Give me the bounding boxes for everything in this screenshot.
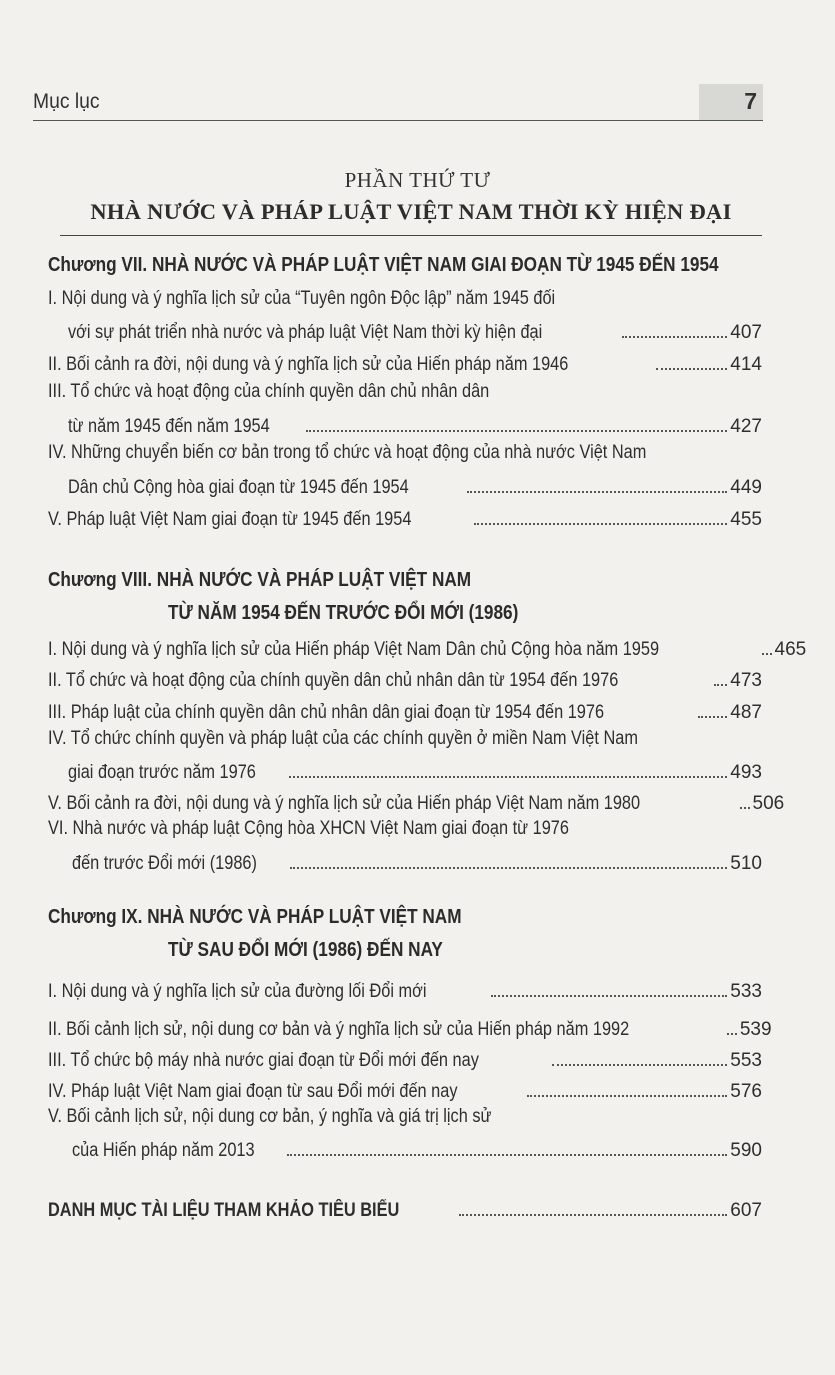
- toc-entry-label: giai đoạn trước năm 1976: [68, 762, 256, 783]
- toc-entry-label: V. Bối cảnh ra đời, nội dung và ý nghĩa lịch sử của Hiến pháp Việt Nam năm 1980: [48, 793, 641, 814]
- toc-entry-label: I. Nội dung và ý nghĩa lịch sử của đường lối Đổi mới: [48, 981, 427, 1002]
- leader-dots: [714, 684, 727, 686]
- leader-dots: [474, 523, 728, 525]
- toc-entry-label: II. Bối cảnh ra đời, nội dung và ý nghĩa lịch sử của Hiến pháp năm 1946: [48, 354, 569, 375]
- leader-dots: [762, 653, 772, 655]
- leader-dots: [467, 491, 727, 493]
- leader-dots: [727, 1033, 737, 1035]
- chapter-8-title-line2: TỪ NĂM 1954 ĐẾN TRƯỚC ĐỔI MỚI (1986): [168, 602, 519, 624]
- running-header: [33, 84, 763, 121]
- toc-page-number: 576: [730, 1081, 762, 1102]
- toc-entry-label: I. Nội dung và ý nghĩa lịch sử của Hiến pháp Việt Nam Dân chủ Cộng hòa năm 1959: [48, 639, 660, 660]
- toc-entry-bibliography[interactable]: [48, 1194, 762, 1222]
- toc-page-number: 590: [730, 1140, 762, 1161]
- leader-dots: [491, 995, 727, 997]
- toc-entry-8-5[interactable]: [48, 787, 785, 815]
- leader-dots: [552, 1064, 727, 1066]
- toc-entry-label: III. Tổ chức bộ máy nhà nước giai đoạn từ Đổi mới đến nay: [48, 1050, 479, 1071]
- toc-page-number: 487: [730, 702, 762, 723]
- toc-entry-9-4[interactable]: [48, 1075, 762, 1103]
- toc-entry-label: Dân chủ Cộng hòa giai đoạn từ 1945 đến 1954: [68, 477, 409, 498]
- leader-dots: [290, 867, 727, 869]
- toc-entry-8-6-line1: VI. Nhà nước và pháp luật Cộng hòa XHCN Việt Nam giai đoạn từ 1976: [48, 818, 569, 839]
- toc-page-number: 539: [739, 1019, 772, 1040]
- part-title-block: [60, 199, 762, 236]
- toc-entry-label: DANH MỤC TÀI LIỆU THAM KHẢO TIÊU BIỂU: [48, 1200, 400, 1221]
- toc-page-number: 427: [730, 416, 762, 437]
- part-label: PHẦN THỨ TƯ: [344, 168, 491, 192]
- toc-entry-label: với sự phát triển nhà nước và pháp luật Việt Nam thời kỳ hiện đại: [68, 322, 543, 343]
- toc-page-number: 607: [730, 1200, 762, 1221]
- toc-entry-9-5-line1: V. Bối cảnh lịch sử, nội dung cơ bản, ý nghĩa và giá trị lịch sử: [48, 1106, 492, 1127]
- toc-page-number: 493: [730, 762, 762, 783]
- toc-page-number: 473: [730, 670, 762, 691]
- toc-page-number: 553: [730, 1050, 762, 1071]
- leader-dots: [656, 368, 727, 370]
- toc-entry-9-3[interactable]: [48, 1044, 762, 1072]
- toc-entry-7-4[interactable]: [68, 471, 762, 499]
- toc-page-number: 455: [730, 509, 762, 530]
- leader-dots: [287, 1154, 727, 1156]
- header-page-number: 7: [744, 88, 757, 114]
- toc-entry-8-1[interactable]: [48, 633, 807, 661]
- chapter-7-title: Chương VII. NHÀ NƯỚC VÀ PHÁP LUẬT VIỆT NAM GIAI ĐOẠN TỪ 1945 ĐẾN 1954: [48, 254, 719, 276]
- toc-entry-9-5[interactable]: [72, 1134, 762, 1162]
- part-title: NHÀ NƯỚC VÀ PHÁP LUẬT VIỆT NAM THỜI KỲ HIỆN ĐẠI: [90, 199, 732, 224]
- toc-page-number: 506: [752, 793, 785, 814]
- leader-dots: [527, 1095, 727, 1097]
- toc-entry-8-2[interactable]: [48, 664, 762, 692]
- chapter-9-title-line2: TỪ SAU ĐỔI MỚI (1986) ĐẾN NAY: [168, 939, 443, 961]
- toc-entry-label: IV. Pháp luật Việt Nam giai đoạn từ sau Đổi mới đến nay: [48, 1081, 458, 1102]
- toc-page-number: 510: [730, 853, 762, 874]
- toc-page-number: 449: [730, 477, 762, 498]
- toc-page-number: 414: [730, 354, 762, 375]
- toc-entry-7-2[interactable]: [48, 348, 762, 376]
- toc-entry-label: III. Pháp luật của chính quyền dân chủ nhân dân giai đoạn từ 1954 đến 1976: [48, 702, 605, 723]
- leader-dots: [740, 807, 750, 809]
- leader-dots: [459, 1214, 727, 1216]
- toc-entry-8-4[interactable]: [68, 756, 762, 784]
- leader-dots: [306, 430, 728, 432]
- toc-entry-label: II. Bối cảnh lịch sử, nội dung cơ bản và ý nghĩa lịch sử của Hiến pháp năm 1992: [48, 1019, 630, 1040]
- toc-entry-7-4-line1: IV. Những chuyển biến cơ bản trong tổ chức và hoạt động của nhà nước Việt Nam: [48, 442, 647, 463]
- chapter-8-title-line1: Chương VIII. NHÀ NƯỚC VÀ PHÁP LUẬT VIỆT NAM: [48, 569, 472, 591]
- toc-entry-7-1[interactable]: [68, 316, 762, 344]
- header-title: Mục lục: [33, 90, 100, 113]
- toc-page-number: 465: [774, 639, 807, 660]
- toc-entry-7-3[interactable]: [68, 410, 762, 438]
- toc-entry-label: của Hiến pháp năm 2013: [72, 1140, 255, 1161]
- toc-entry-7-3-line1: III. Tổ chức và hoạt động của chính quyền dân chủ nhân dân: [48, 381, 490, 402]
- toc-entry-label: II. Tổ chức và hoạt động của chính quyền dân chủ nhân dân từ 1954 đến 1976: [48, 670, 619, 691]
- header-page-box: [699, 84, 763, 120]
- toc-entry-8-3[interactable]: [48, 696, 762, 724]
- toc-entry-7-5[interactable]: [48, 503, 762, 531]
- toc-page-number: 407: [730, 322, 762, 343]
- toc-entry-8-4-line1: IV. Tổ chức chính quyền và pháp luật của các chính quyền ở miền Nam Việt Nam: [48, 728, 638, 749]
- leader-dots: [622, 336, 727, 338]
- toc-entry-8-6[interactable]: [72, 847, 762, 875]
- toc-entry-9-1[interactable]: [48, 975, 762, 1003]
- toc-entry-label: từ năm 1945 đến năm 1954: [68, 416, 270, 437]
- chapter-9-title-line1: Chương IX. NHÀ NƯỚC VÀ PHÁP LUẬT VIỆT NAM: [48, 906, 462, 928]
- toc-entry-9-2[interactable]: [48, 1013, 772, 1041]
- toc-entry-label: đến trước Đổi mới (1986): [72, 853, 257, 874]
- toc-entry-7-1-line1: I. Nội dung và ý nghĩa lịch sử của “Tuyên ngôn Độc lập” năm 1945 đối: [48, 288, 556, 309]
- toc-page-number: 533: [730, 981, 762, 1002]
- leader-dots: [698, 716, 728, 718]
- toc-entry-label: V. Pháp luật Việt Nam giai đoạn từ 1945 đến 1954: [48, 509, 412, 530]
- leader-dots: [289, 776, 727, 778]
